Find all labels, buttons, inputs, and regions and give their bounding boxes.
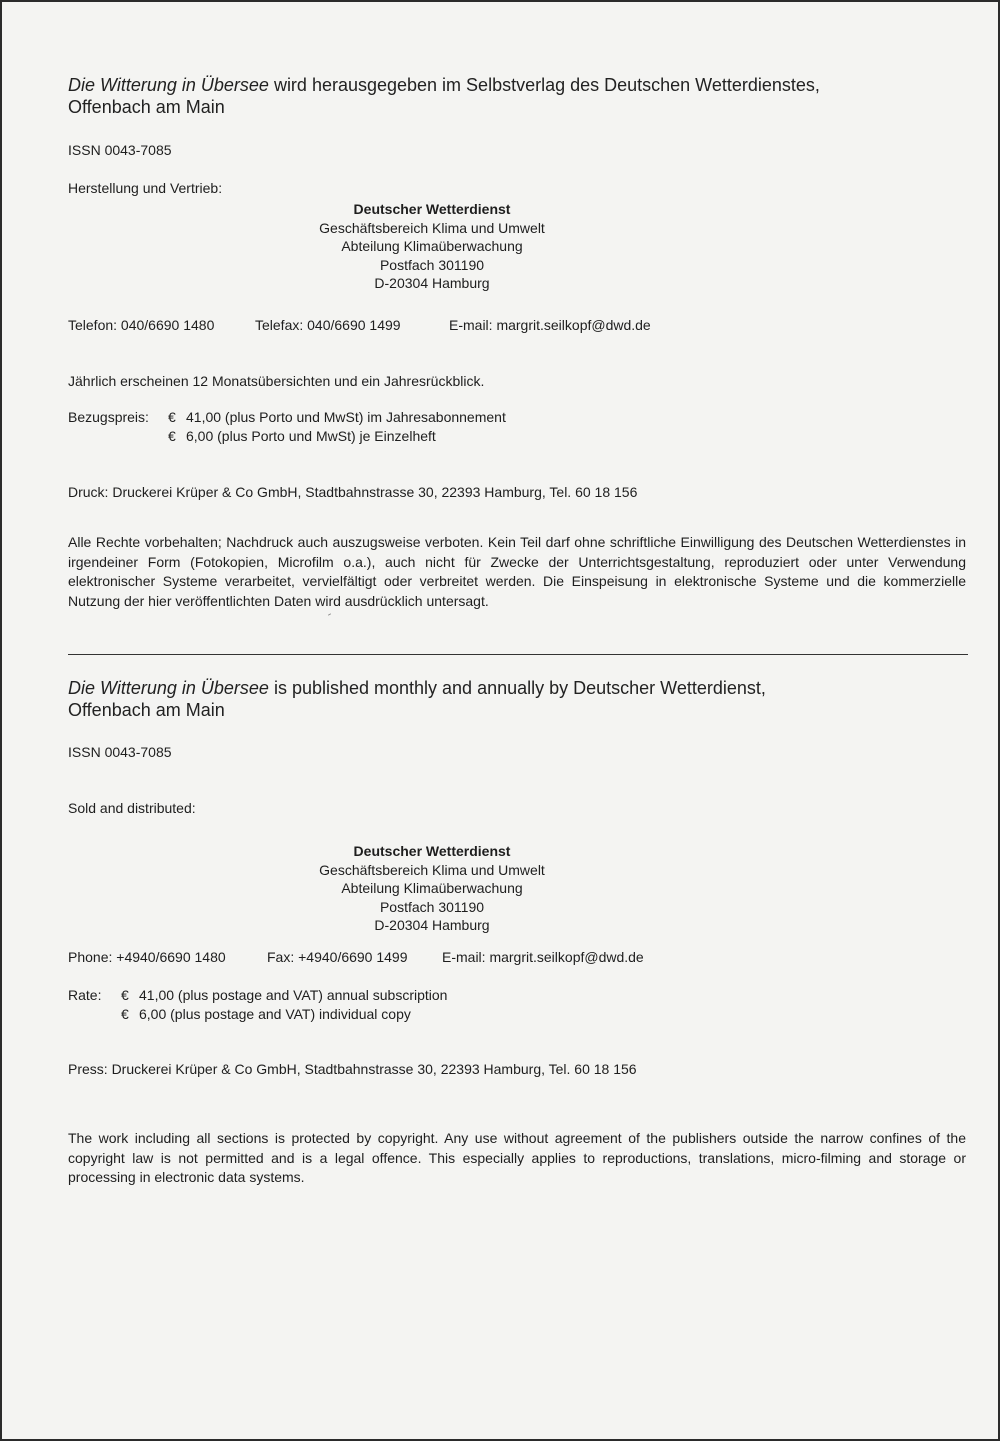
english-issn: ISSN 0043-7085	[68, 744, 172, 760]
english-phone: Phone: +4940/6690 1480	[68, 949, 226, 965]
english-price-single	[121, 1005, 411, 1024]
german-price-annual-text: 41,00 (plus Porto und MwSt) im Jahresabonnement	[186, 409, 506, 425]
english-price-single-text: 6,00 (plus postage and VAT) individual copy	[139, 1006, 411, 1022]
english-printer: Press: Druckerei Krüper & Co GmbH, Stadtbahnstrasse 30, 22393 Hamburg, Tel. 60 18 156	[68, 1061, 637, 1077]
english-distribution-label: Sold and distributed:	[68, 800, 196, 816]
english-price-label: Rate:	[68, 987, 102, 1003]
german-issn: ISSN 0043-7085	[68, 142, 172, 158]
german-distribution-label: Herstellung und Vertrieb:	[68, 180, 223, 196]
english-price-annual	[121, 986, 447, 1005]
german-title	[68, 74, 820, 96]
english-price-annual-text: 41,00 (plus postage and VAT) annual subscription	[139, 987, 448, 1003]
german-address-pobox: Postfach 301190	[379, 256, 485, 273]
german-email: E-mail: margrit.seilkopf@dwd.de	[449, 317, 651, 333]
document-page	[2, 2, 998, 1439]
german-address-block	[272, 200, 592, 293]
german-address-division: Abteilung Klimaüberwachung	[341, 238, 523, 254]
english-address-block	[272, 842, 592, 935]
english-email: E-mail: margrit.seilkopf@dwd.de	[442, 949, 644, 965]
english-title-line2: Offenbach am Main	[68, 700, 225, 720]
german-fax: Telefax: 040/6690 1499	[255, 317, 401, 333]
english-title-publication: Die Witterung in Übersee	[68, 678, 269, 698]
german-frequency: Jährlich erscheinen 12 Monatsübersichten und ein Jahresrückblick.	[68, 373, 485, 389]
german-rights-paragraph: Alle Rechte vorbehalten; Nachdruck auch auszugsweise verboten. Kein Teil darf ohne schriftliche Einwilligung des Deutschen Wetterdienstes in irgendeiner Form (Fotokopien, Microfilm o.a.), auch nicht für Zwecke der Unterrichtsgestaltung, reproduziert oder unter Verwendung elektronischer Systeme verarbeitet, vervielfältigt oder verbreitet werden. Die Einspeisung in elektronische Systeme und die kommerzielle Nutzung der hier veröffentlichten Daten wird ausdrücklich untersagt.	[68, 534, 966, 609]
english-address-division: Abteilung Klimaüberwachung	[341, 880, 523, 896]
german-phone: Telefon: 040/6690 1480	[68, 317, 215, 333]
german-title-line2: Offenbach am Main	[68, 97, 225, 117]
german-address-city: D-20304 Hamburg	[374, 275, 490, 291]
german-address-dept: Geschäftsbereich Klima und Umwelt	[319, 219, 545, 236]
german-price-single-text: 6,00 (plus Porto und MwSt) je Einzelheft	[186, 428, 436, 444]
german-price-annual	[168, 408, 506, 427]
euro-sign: €	[168, 409, 176, 425]
english-address-dept: Geschäftsbereich Klima und Umwelt	[319, 861, 545, 878]
german-title-publication: Die Witterung in Übersee	[68, 75, 269, 95]
german-price-label: Bezugspreis:	[68, 409, 149, 425]
english-title-text: is published monthly and annually by Deutscher Wetterdienst,	[268, 678, 766, 698]
euro-sign: €	[168, 428, 176, 444]
english-rights-paragraph: The work including all sections is protected by copyright. Any use without agreement of the publishers outside the narrow confines of the copyright law is not permitted and is a legal offence. This especially applies to reproductions, translations, micro-filming and storage or processing in electronic data systems.	[68, 1130, 966, 1185]
section-divider	[68, 654, 968, 655]
english-address-pobox: Postfach 301190	[379, 898, 485, 915]
scan-speck	[328, 613, 331, 615]
english-address-city: D-20304 Hamburg	[374, 917, 490, 933]
english-title	[68, 677, 766, 699]
euro-sign: €	[121, 1006, 129, 1022]
german-price-single	[168, 427, 436, 446]
german-title-text: wird herausgegeben im Selbstverlag des Deutschen Wetterdienstes,	[268, 75, 820, 95]
english-fax: Fax: +4940/6690 1499	[267, 949, 408, 965]
german-printer: Druck: Druckerei Krüper & Co GmbH, Stadtbahnstrasse 30, 22393 Hamburg, Tel. 60 18 156	[68, 484, 638, 500]
english-address-org: Deutscher Wetterdienst	[353, 843, 511, 859]
german-address-org: Deutscher Wetterdienst	[353, 201, 511, 217]
euro-sign: €	[121, 987, 129, 1003]
